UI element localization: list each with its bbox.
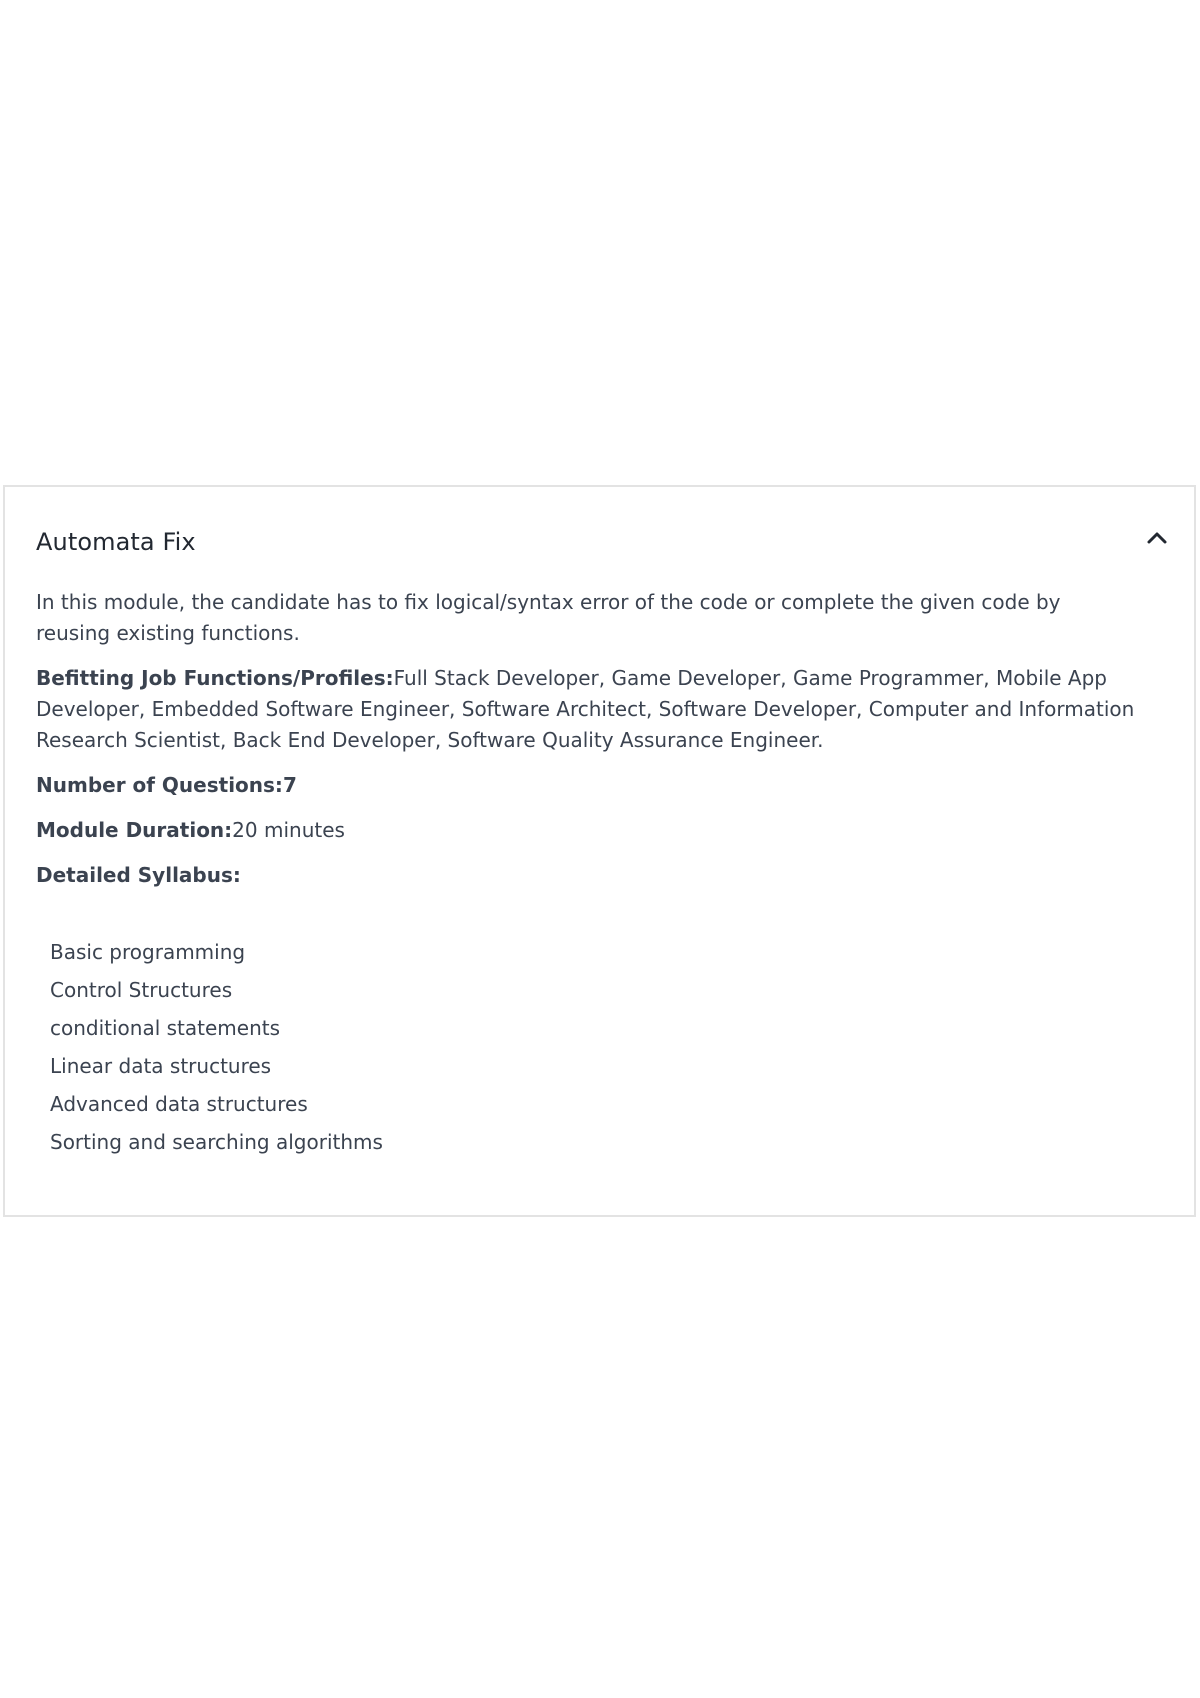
job-functions [36,663,1136,756]
job-functions-label: Befitting Job Functions/Profiles: [36,666,394,690]
module-duration-value: 20 minutes [232,818,345,842]
number-of-questions-label: Number of Questions: [36,773,283,797]
module-title: Automata Fix [36,528,196,556]
collapse-toggle-button[interactable] [1140,521,1174,555]
syllabus-item: Basic programming [50,940,246,964]
module-panel-header[interactable] [5,487,1194,573]
number-of-questions [36,770,1136,801]
job-functions-value: Full Stack Developer, Game Developer, Game Programmer, Mobile App Developer, Embedded Software Engineer, Software Architect, Software Developer, Computer and Information Research Scientist, Back End Developer, Software Quality Assurance Engineer. [36,666,1135,752]
syllabus-item: Advanced data structures [50,1092,308,1116]
syllabus-list [50,933,1136,1161]
number-of-questions-value: 7 [282,773,297,797]
syllabus-item: conditional statements [50,1016,281,1040]
syllabus-item: Control Structures [50,978,233,1002]
module-duration [36,815,1136,846]
module-description: In this module, the candidate has to fix logical/syntax error of the code or complete the given code by reusing existing functions. [36,590,1061,645]
chevron-up-icon [1140,521,1174,555]
syllabus-label: Detailed Syllabus: [36,863,241,887]
module-duration-label: Module Duration: [36,818,233,842]
syllabus-item: Linear data structures [50,1054,272,1078]
module-panel [3,485,1196,1217]
module-panel-body [36,587,1136,1161]
syllabus-heading [36,860,1136,891]
syllabus-item: Sorting and searching algorithms [50,1130,383,1154]
